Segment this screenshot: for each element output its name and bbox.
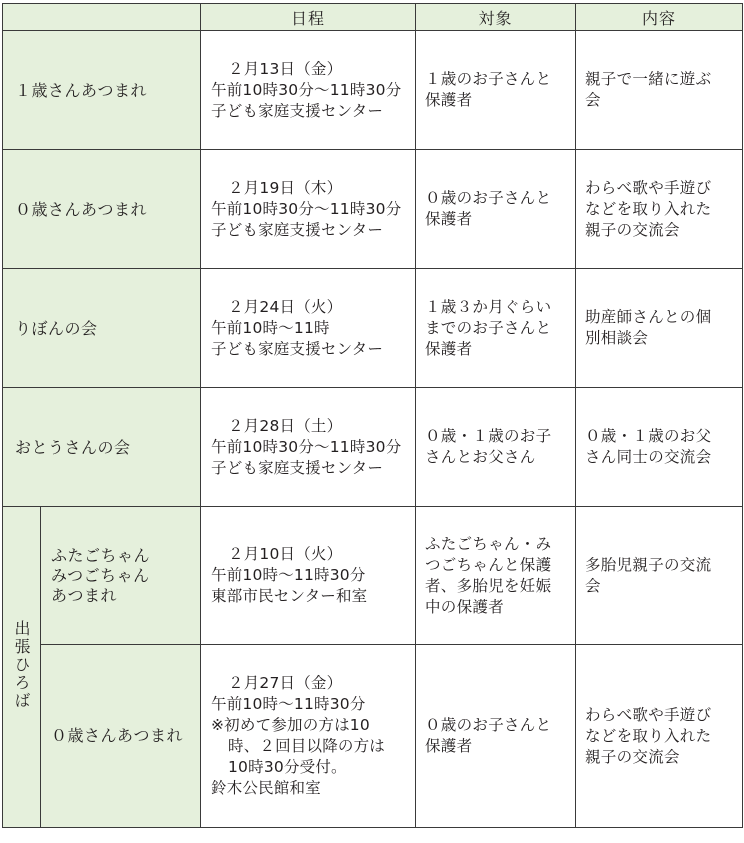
event-content: ０歳・１歳のお父 さん同士の交流会	[576, 388, 743, 507]
schedule-line: 子ども家庭支援センター	[211, 101, 384, 120]
schedule-line: 午前10時～11時30分	[211, 566, 366, 584]
event-content: 親子で一緒に遊ぶ 会	[576, 31, 743, 150]
event-target: １歳のお子さんと 保護者	[416, 31, 576, 150]
event-target: ０歳のお子さんと 保護者	[416, 645, 576, 828]
schedule-line: 午前10時30分～11時30分	[211, 437, 402, 456]
schedule-line: ２月19日（木）	[228, 178, 343, 197]
schedule-line: ２月10日（火）	[228, 545, 343, 563]
outreach-label	[3, 507, 41, 828]
event-name: ０歳さんあつまれ	[41, 645, 201, 828]
schedule-line: 子ども家庭支援センター	[211, 220, 384, 239]
header-target: 対象	[416, 4, 576, 31]
schedule-line: 午前10時～11時	[211, 318, 330, 337]
event-content: わらべ歌や手遊び などを取り入れた 親子の交流会	[576, 150, 743, 269]
event-schedule	[201, 507, 416, 645]
event-target: ふたごちゃん・み つごちゃんと保護 者、多胎児を妊娠 中の保護者	[416, 507, 576, 645]
event-target: １歳３か月ぐらい までのお子さんと 保護者	[416, 269, 576, 388]
schedule-line: 子ども家庭支援センター	[211, 339, 384, 358]
schedule-line: ２月24日（火）	[228, 297, 343, 316]
event-content: わらべ歌や手遊び などを取り入れた 親子の交流会	[576, 645, 743, 828]
event-name: おとうさんの会	[3, 388, 201, 507]
table-row	[3, 269, 743, 388]
event-schedule-table	[2, 3, 743, 828]
event-schedule	[201, 388, 416, 507]
schedule-line: 午前10時～11時30分	[211, 695, 366, 713]
schedule-line: 子ども家庭支援センター	[211, 458, 384, 477]
table-row	[3, 645, 743, 828]
schedule-line: 午前10時30分～11時30分	[211, 199, 402, 218]
schedule-line: ２月27日（金）	[228, 674, 343, 692]
schedule-note: 時、２回目以降の方は	[228, 737, 386, 755]
schedule-line: 鈴木公民館和室	[211, 779, 321, 797]
table-row	[3, 507, 743, 645]
table-row	[3, 31, 743, 150]
schedule-line: ２月13日（金）	[228, 59, 343, 78]
schedule-note: 10時30分受付。	[228, 758, 347, 776]
schedule-line: 東部市民センター和室	[211, 587, 368, 605]
event-target: ０歳のお子さんと 保護者	[416, 150, 576, 269]
header-row	[3, 4, 743, 31]
header-schedule: 日程	[201, 4, 416, 31]
schedule-line: 午前10時30分～11時30分	[211, 80, 402, 99]
event-name: ０歳さんあつまれ	[3, 150, 201, 269]
event-name: ふたごちゃん みつごちゃん あつまれ	[41, 507, 201, 645]
outreach-label-text: 出張ひろば	[12, 620, 31, 710]
header-content: 内容	[576, 4, 743, 31]
event-schedule	[201, 150, 416, 269]
header-corner	[3, 4, 201, 31]
event-schedule	[201, 31, 416, 150]
table-row	[3, 388, 743, 507]
event-schedule	[201, 645, 416, 828]
schedule-line: ２月28日（土）	[228, 416, 343, 435]
event-content: 助産師さんとの個 別相談会	[576, 269, 743, 388]
event-content: 多胎児親子の交流 会	[576, 507, 743, 645]
schedule-note: ※初めて参加の方は10	[211, 716, 370, 734]
event-name: １歳さんあつまれ	[3, 31, 201, 150]
event-target: ０歳・１歳のお子 さんとお父さん	[416, 388, 576, 507]
event-schedule	[201, 269, 416, 388]
table-row	[3, 150, 743, 269]
event-name: りぼんの会	[3, 269, 201, 388]
